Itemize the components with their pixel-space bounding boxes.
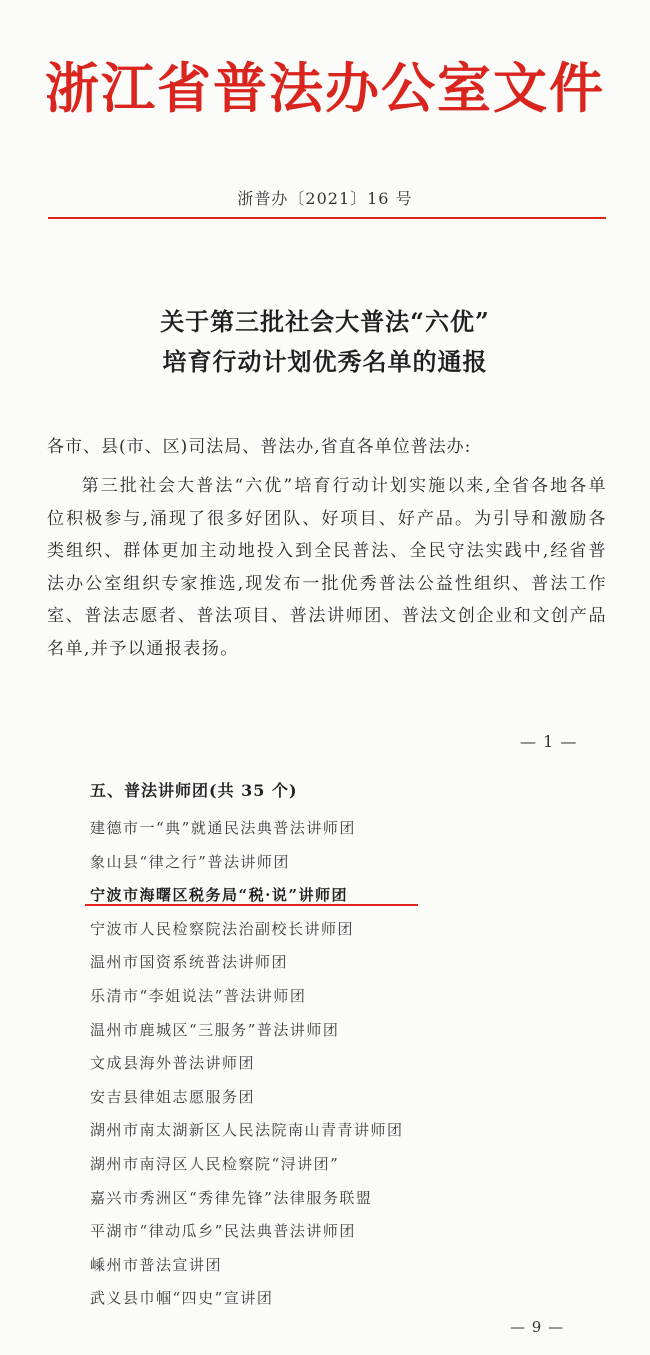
- section-header-lecturer-groups: 五、普法讲师团(共 35 个): [90, 781, 298, 800]
- list-item: 嵊州市普法宣讲团: [90, 1255, 223, 1274]
- notice-title-line-2: 培育行动计划优秀名单的通报: [162, 347, 488, 376]
- list-item-highlighted: 宁波市海曙区税务局“税·说”讲师团: [90, 886, 348, 905]
- list-item: 温州市鹿城区“三服务”普法讲师团: [90, 1020, 340, 1039]
- page-number-first: — 1 —: [520, 732, 578, 751]
- list-item: 安吉县律姐志愿服务团: [90, 1087, 256, 1106]
- list-item: 嘉兴市秀洲区“秀律先锋”法律服务联盟: [90, 1188, 373, 1207]
- red-divider-line: [48, 217, 606, 219]
- list-item: 宁波市人民检察院法治副校长讲师团: [90, 919, 355, 938]
- notice-title-line-1: 关于第三批社会大普法“六优”: [160, 307, 490, 336]
- list-item: 温州市国资系统普法讲师团: [90, 953, 289, 972]
- list-item: 建德市一“典”就通民法典普法讲师团: [90, 819, 356, 837]
- list-item: 象山县“律之行”普法讲师团: [90, 852, 290, 871]
- lecturer-group-list: [90, 818, 404, 1322]
- list-item: 文成县海外普法讲师团: [90, 1054, 256, 1073]
- document-number: 浙普办〔2021〕16 号: [237, 189, 413, 208]
- list-item: 乐清市“李姐说法”普法讲师团: [90, 986, 307, 1005]
- notice-body-text: 第三批社会大普法“六优”培育行动计划实施以来,全省各地各单位积极参与,涌现了很多好团队、好项目、好产品。为引导和激励各类组织、群体更加主动地投入到全民普法、全民守法实践中,经省普法办公室组织专家推选,现发布一批优秀普法公益性组织、普法工作室、普法志愿者、普法项目、普法讲师团、普法文创企业和文创产品名单,并予以通报表扬。: [47, 476, 607, 659]
- highlight-underline: [85, 904, 418, 906]
- list-item: 湖州市南浔区人民检察院“浔讲团”: [90, 1154, 340, 1173]
- list-item: 湖州市南太湖新区人民法院南山青青讲师团: [90, 1121, 404, 1140]
- page-number-second: — 9 —: [510, 1318, 565, 1336]
- notice-addressee: 各市、县(市、区)司法局、普法办,省直各单位普法办:: [47, 437, 472, 457]
- list-item: 武义县巾帼“四史”宣讲团: [90, 1289, 274, 1308]
- notice-body-paragraph: [47, 470, 607, 665]
- list-item: 平湖市“律动瓜乡”民法典普法讲师团: [90, 1222, 356, 1241]
- document-header-title: 浙江省普法办公室文件: [45, 56, 605, 120]
